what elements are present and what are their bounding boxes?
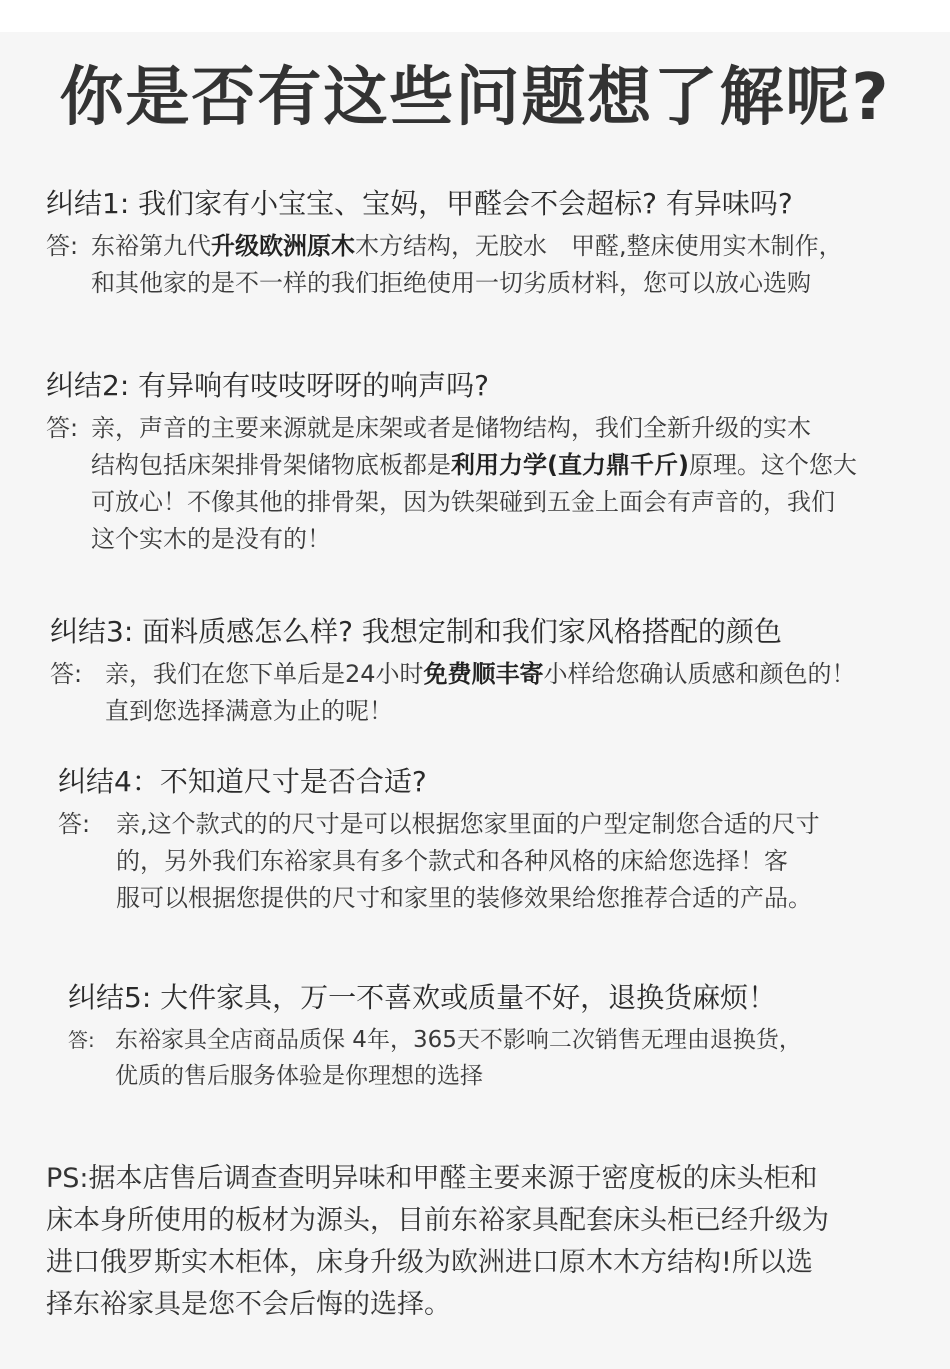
answer-label: 答: [50,660,83,688]
answer-line: 可放心！不像其他的排骨架，因为铁架碰到五金上面会有声音的，我们 [91,488,835,516]
answer-label: 答: [46,232,79,260]
answer-line: 亲，我们在您下单后是24小时免费顺丰寄小样给您确认质感和颜色的！ [105,660,856,688]
answer-line: 的，另外我们东裕家具有多个款式和各种风格的床給您选择！客 [116,847,788,875]
ps-note [46,1158,916,1326]
ps-line: 择东裕家具是您不会后悔的选择。 [46,1289,451,1320]
answer-5 [68,1022,802,1094]
question-5: 纠结5: 大件家具，万一不喜欢或质量不好，退换货麻烦！ [68,981,777,1014]
answer-line: 东裕第九代升级欧洲原木木方结构，无胶水 甲醛,整床使用实木制作， [91,232,843,260]
qa-item-4 [58,764,820,917]
page-title: 你是否有这些问题想了解呢? [59,61,891,135]
answer-line: 服可以根据您提供的尺寸和家里的装修效果给您推荐合适的产品。 [116,884,812,912]
answer-line: 结构包括床架排骨架储物底板都是利用力学(直力鼎千斤)原理。这个您大 [91,451,857,479]
qa-item-1 [46,186,843,302]
answer-1 [46,228,843,302]
question-4: 纠结4：不知道尺寸是否合适? [58,765,427,798]
answer-line: 和其他家的是不一样的我们拒绝使用一切劣质材料，您可以放心选购 [91,269,811,297]
answer-3 [50,656,856,730]
answer-label: 答: [46,414,79,442]
answer-line: 这个实木的是没有的！ [91,525,331,553]
answer-line: 亲,这个款式的的尺寸是可以根据您家里面的户型定制您合适的尺寸 [116,810,820,838]
question-3: 纠结3: 面料质感怎么样? 我想定制和我们家风格搭配的颜色 [50,615,782,648]
answer-line: 直到您选择满意为止的呢！ [105,697,393,725]
answer-line: 优质的售后服务体验是你理想的选择 [115,1063,483,1089]
qa-item-2 [46,368,857,558]
ps-line: PS:据本店售后调查查明异味和甲醛主要来源于密度板的床头柜和 [46,1163,818,1194]
answer-4 [58,806,820,917]
qa-item-3 [50,614,856,730]
answer-line: 亲，声音的主要来源就是床架或者是储物结构，我们全新升级的实木 [91,414,811,442]
ps-line: 进口俄罗斯实木柜体，床身升级为欧洲进口原木木方结构!所以选 [46,1247,813,1278]
qa-item-5 [68,980,802,1094]
answer-label: 答: [58,810,91,838]
answer-line: 东裕家具全店商品质保 4年，365天不影响二次销售无理由退换货， [115,1027,802,1053]
question-1: 纠结1: 我们家有小宝宝、宝妈，甲醛会不会超标? 有异味吗? [46,187,793,220]
ps-line: 床本身所使用的板材为源头，目前东裕家具配套床头柜已经升级为 [46,1205,829,1236]
question-2: 纠结2: 有异响有吱吱呀呀的响声吗? [46,369,490,402]
answer-2 [46,410,857,558]
answer-label: 答: [68,1028,95,1052]
